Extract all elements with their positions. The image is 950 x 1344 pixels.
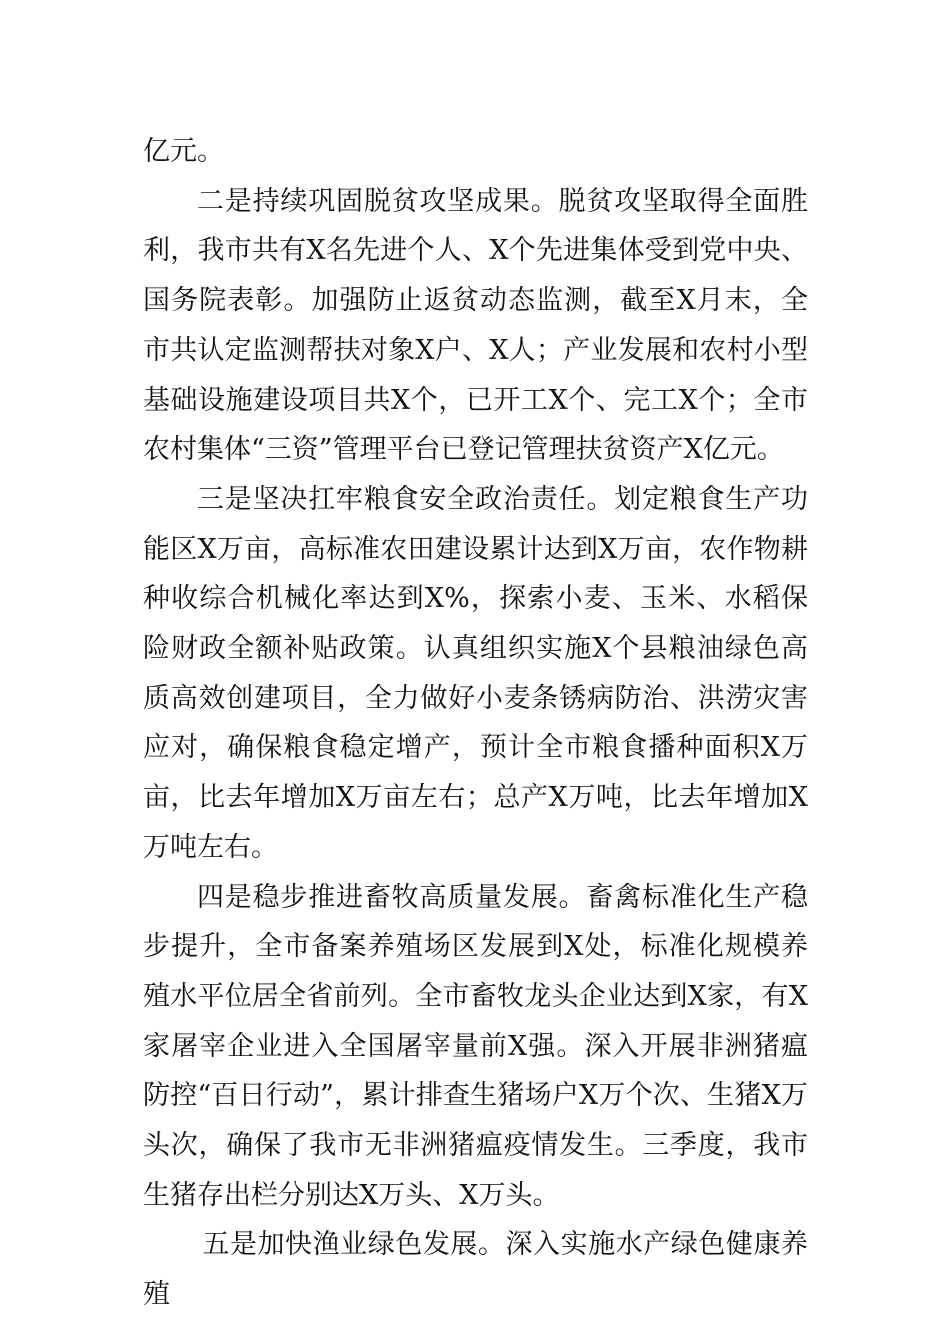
paragraph-poverty-alleviation: 二是持续巩固脱贫攻坚成果。脱贫攻坚取得全面胜利，我市共有X名先进个人、X个先进集体受到党中央、国务院表彰。加强防止返贫动态监测，截至X月末，全市共认定监测帮扶对象X户、X人；产业发展和农村小型基础设施建设项目共X个，已开工X个、完工X个；全市农村集体“三资”管理平台已登记管理扶贫资产X亿元。: [143, 185, 808, 466]
paragraph-continuation: 亿元。: [143, 136, 224, 167]
paragraph-livestock: 四是稳步推进畜牧高质量发展。畜禽标准化生产稳步提升，全市备案养殖场区发展到X处，标准化规模养殖水平位居全省前列。全市畜牧龙头企业达到X家，有X家屠宰企业进入全国屠宰量前X强。深入开展非洲猪瘟防控“百日行动”，累计排查生猪场户X万个次、生猪X万头次，确保了我市无非洲猪瘟疫情发生。三季度，我市生猪存出栏分别达X万头、X万头。: [143, 881, 808, 1211]
paragraph-grain-security: 三是坚决扛牢粮食安全政治责任。划定粮食生产功能区X万亩，高标准农田建设累计达到X万亩，农作物耕种收综合机械化率达到X%，探索小麦、玉米、水稻保险财政全额补贴政策。认真组织实施X个县粮油绿色高质高效创建项目，全力做好小麦条锈病防治、洪涝灾害应对，确保粮食稳定增产，预计全市粮食播种面积X万亩，比去年增加X万亩左右；总产X万吨，比去年增加X万吨左右。: [143, 483, 808, 863]
body-text: [143, 127, 808, 1320]
paragraph-fishery: 五是加快渔业绿色发展。深入实施水产绿色健康养殖: [143, 1229, 808, 1311]
